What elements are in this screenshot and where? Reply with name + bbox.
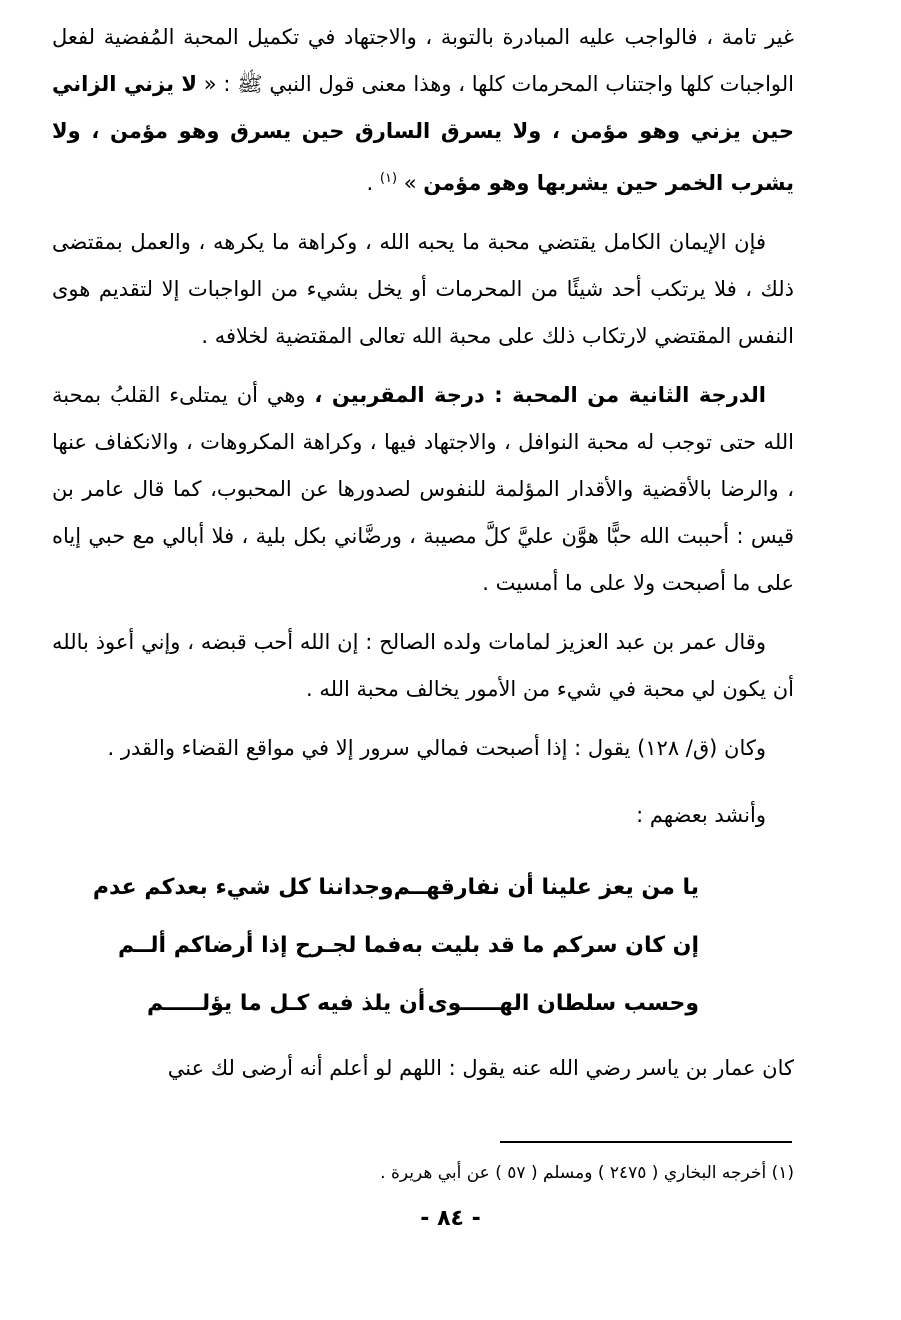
paragraph-7: كان عمار بن ياسر رضي الله عنه يقول : اللهم لو أعلم أنه أرضى لك عني bbox=[167, 1056, 794, 1080]
hadith-quote: لا يزني الزاني حين يزني وهو مؤمن ، ولا يسرق السارق حين يسرق وهو مؤمن ، ولا يشرب الخمر حين يشربها وهو مؤمن bbox=[52, 72, 794, 195]
verse-first-hemistich: وحسب سلطان الهـــــوى bbox=[427, 991, 699, 1016]
footnote-ref[interactable]: (١) bbox=[379, 171, 398, 186]
paragraph-5-text: وكان (ق/ ١٢٨) يقول : إذا أصبحت فمالي سرور إلا في مواقع القضاء والقدر . bbox=[107, 736, 766, 760]
paragraph-4-text: وقال عمر بن عبد العزيز لمامات ولده الصالح : إن الله أحب قبضه ، وإني أعوذ بالله أن يكون لي محبة في شيء من الأمور يخالف محبة الله . bbox=[52, 630, 794, 701]
verse-second-hemistich: فما لجـرح إذا أرضاكم ألــم bbox=[117, 933, 402, 958]
poem-verse bbox=[147, 975, 699, 1033]
paragraph-3 bbox=[52, 372, 794, 607]
verse-first-hemistich: إن كان سركم ما قد بليت به bbox=[401, 933, 699, 958]
verse-second-hemistich: وجداننا كل شيء بعدكم عدم bbox=[92, 875, 394, 900]
paragraph-4 bbox=[52, 619, 794, 713]
paragraph-1 bbox=[52, 14, 794, 207]
poem-intro: وأنشد بعضهم : bbox=[636, 803, 766, 827]
paragraph-6 bbox=[52, 792, 794, 839]
paragraph-2-text: فإن الإيمان الكامل يقتضي محبة ما يحبه الله ، وكراهة ما يكرهه ، والعمل بمقتضى ذلك ، فلا يرتكب أحد شيئًا من المحرمات أو يخل بشيء من الواجبات إلا لتقديم هوى النفس المقتضي لارتكاب ذلك على محبة الله تعالى المقتضية لخلافه . bbox=[52, 230, 794, 348]
section-heading: الدرجة الثانية من المحبة : درجة المقربين ، bbox=[314, 383, 766, 407]
paragraph-2 bbox=[52, 219, 794, 360]
quote-close: » bbox=[397, 171, 424, 195]
verse-first-hemistich: يا من يعز علينا أن نفارقهــم bbox=[393, 875, 699, 900]
footnote-divider bbox=[500, 1141, 792, 1143]
paragraph-1-text: غير تامة ، فالواجب عليه المبادرة بالتوبة ، والاجتهاد في تكميل المحبة المُفضية لفعل الواجبات كلها واجتناب المحرمات كلها ، وهذا معنى قول النبي ﷺ : « bbox=[52, 25, 794, 96]
poem-verse bbox=[117, 917, 699, 975]
poem-verse bbox=[92, 859, 699, 917]
paragraph-1-period: . bbox=[366, 171, 380, 195]
poem bbox=[52, 859, 794, 1033]
page-number: - ٨٤ - bbox=[420, 1206, 481, 1231]
verse-second-hemistich: أن يلذ فيه كـل ما يؤلـــــم bbox=[147, 991, 426, 1016]
page-body bbox=[52, 14, 794, 1092]
footnote: (١) أخرجه البخاري ( ٢٤٧٥ ) ومسلم ( ٥٧ ) عن أبي هريرة . bbox=[380, 1163, 794, 1183]
paragraph-5 bbox=[52, 725, 794, 772]
paragraph-3-text: وهي أن يمتلىء القلبُ بمحبة الله حتى توجب له محبة النوافل ، والاجتهاد فيها ، وكراهة المكروهات ، والانكفاف عنها ، والرضا بالأقضية والأقدار المؤلمة للنفوس لصدورها عن المحبوب، كما قال عامر بن قيس : أحببت الله حبًّا هوَّن عليَّ كلَّ مصيبة ، ورضَّاني بكل بلية ، فلا أبالي مع حبي إياه على ما أصبحت ولا على ما أمسيت . bbox=[52, 383, 794, 595]
